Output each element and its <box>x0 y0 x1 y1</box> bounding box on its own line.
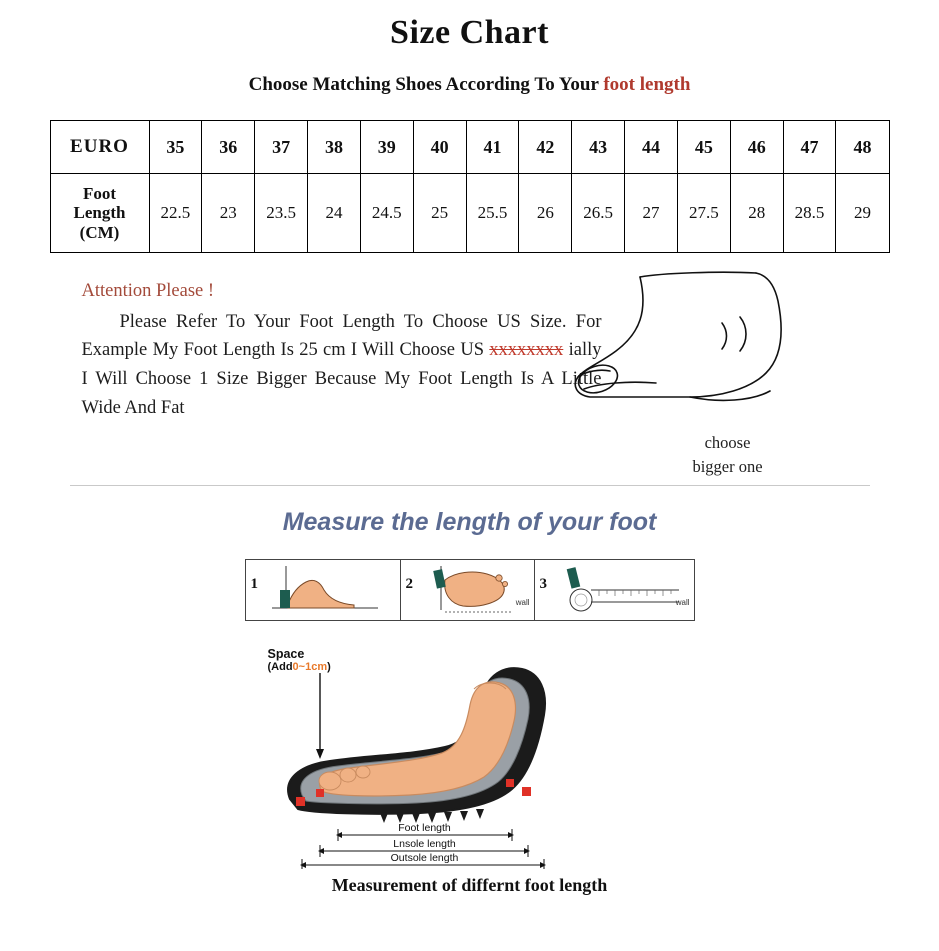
row-header-euro: EURO <box>50 121 149 174</box>
euro-cell: 42 <box>519 121 572 174</box>
wall-label: wall <box>675 598 690 607</box>
size-table <box>50 120 890 253</box>
foot-length-cell: 27 <box>625 174 678 253</box>
step-panel-1 <box>245 559 401 621</box>
euro-cell: 37 <box>255 121 308 174</box>
step-panel-2 <box>401 559 535 621</box>
row-header-line3: (CM) <box>79 222 120 242</box>
euro-cell: 35 <box>149 121 202 174</box>
measure-caption-outsole-length: Outsole length <box>390 852 459 864</box>
attention-struck-text: xxxxxxxx <box>489 340 564 361</box>
step-1-illustration <box>258 560 408 620</box>
attention-heading: Attention Please ! <box>81 281 215 301</box>
euro-cell: 40 <box>413 121 466 174</box>
euro-cell: 38 <box>308 121 361 174</box>
foot-length-cell: 24 <box>308 174 361 253</box>
euro-cell: 41 <box>466 121 519 174</box>
step-3-illustration <box>547 560 697 620</box>
attention-body <box>82 308 602 423</box>
foot-length-cell: 26 <box>519 174 572 253</box>
space-close-text: ) <box>327 661 331 674</box>
size-chart-page <box>0 14 939 951</box>
measure-caption-insole-length: Lnsole length <box>393 838 456 850</box>
euro-cell: 48 <box>836 121 889 174</box>
attention-block <box>70 271 870 486</box>
attention-body-part1: Please Refer To Your Foot Length To Choose US Size. For Example My Foot Length Is 25 cm I Will Choose US <box>81 311 602 361</box>
measure-steps <box>235 559 705 623</box>
step-number: 1 <box>250 576 258 592</box>
foot-length-cell: 22.5 <box>149 174 202 253</box>
foot-length-cell: 23.5 <box>255 174 308 253</box>
foot-outline-illustration <box>570 271 840 421</box>
foot-length-cell: 26.5 <box>572 174 625 253</box>
foot-length-cell: 28 <box>730 174 783 253</box>
row-header-foot-length <box>50 174 149 253</box>
euro-cell: 47 <box>783 121 836 174</box>
foot-length-cell: 28.5 <box>783 174 836 253</box>
step-number: 2 <box>405 576 413 592</box>
section-divider <box>70 485 870 486</box>
wall-label: wall <box>515 598 530 607</box>
choose-bigger-callout <box>638 431 818 479</box>
measure-caption-foot-length: Foot length <box>398 822 451 834</box>
euro-cell: 46 <box>730 121 783 174</box>
euro-cell: 44 <box>625 121 678 174</box>
table-row-foot-length <box>50 174 889 253</box>
callout-line-1: choose <box>704 433 751 452</box>
step-2-illustration <box>411 560 539 620</box>
attention-body-part2: ially I Will Choose 1 Size Bigger Because My Foot Length Is A Little Wide And Fat <box>81 340 602 418</box>
foot-length-cell: 23 <box>202 174 255 253</box>
row-header-line1: Foot <box>82 183 117 203</box>
foot-measurement-diagram <box>260 629 680 869</box>
callout-line-2: bigger one <box>692 456 763 476</box>
foot-outline-svg <box>570 271 840 421</box>
space-label-title: Space <box>267 647 305 661</box>
foot-length-cell: 27.5 <box>677 174 730 253</box>
row-header-line2: Length <box>73 203 126 223</box>
page-title: Size Chart <box>390 14 549 51</box>
subtitle-lead: Choose Matching Shoes According To Your <box>248 74 604 95</box>
euro-cell: 45 <box>677 121 730 174</box>
step-number: 3 <box>539 576 547 592</box>
table-row-euro <box>50 121 889 174</box>
space-add-text: (Add <box>267 661 293 674</box>
foot-length-cell: 24.5 <box>360 174 413 253</box>
euro-cell: 39 <box>360 121 413 174</box>
subtitle-accent: foot length <box>603 74 691 95</box>
step-panel-3 <box>535 559 695 621</box>
foot-length-cell: 25.5 <box>466 174 519 253</box>
space-range-text: 0~1cm <box>292 661 328 674</box>
foot-length-cell: 29 <box>836 174 889 253</box>
footer-caption: Measurement of differnt foot length <box>331 875 608 895</box>
size-table-wrap <box>50 120 890 253</box>
foot-length-cell: 25 <box>413 174 466 253</box>
euro-cell: 43 <box>572 121 625 174</box>
euro-cell: 36 <box>202 121 255 174</box>
attention-text <box>82 277 602 422</box>
page-subtitle <box>0 74 939 96</box>
measure-heading: Measure the length of your foot <box>282 508 657 536</box>
